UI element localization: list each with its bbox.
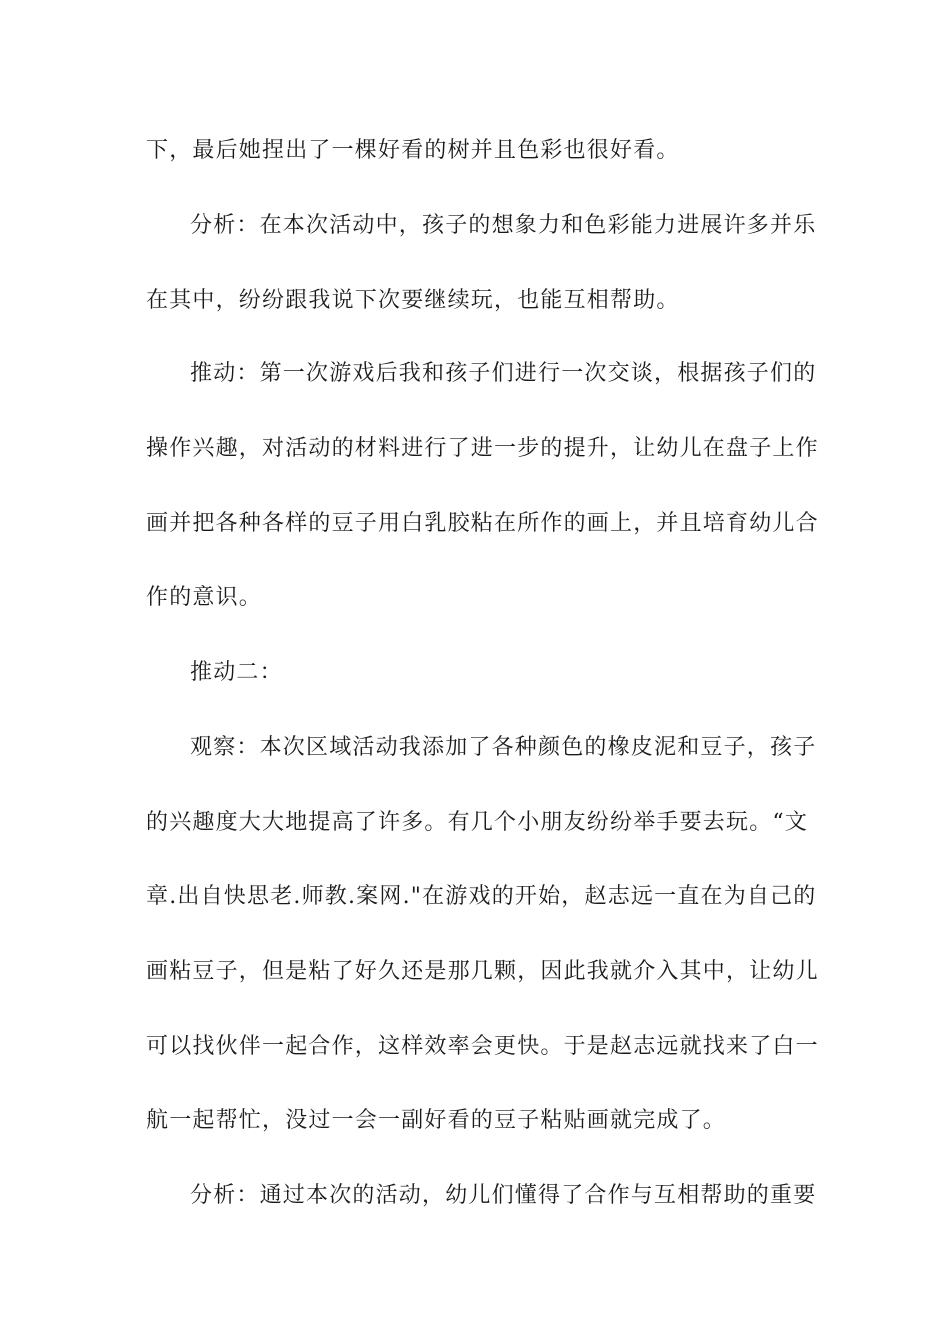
text-line: 推动：第一次游戏后我和孩子们进行一次交谈，根据孩子们的 bbox=[190, 361, 817, 386]
text-line: 在其中，纷纷跟我说下次要继续玩，也能互相帮助。 bbox=[146, 288, 680, 313]
text-line: 分析：在本次活动中，孩子的想象力和色彩能力进展许多并乐 bbox=[190, 213, 817, 238]
text-line: 章.出自快思老.师教.案网."在游戏的开始，赵志远一直在为自己的 bbox=[146, 884, 817, 909]
text-line: 推动二： bbox=[190, 660, 283, 685]
text-line: 画并把各种各样的豆子用白乳胶粘在所作的画上，并且培育幼儿合 bbox=[146, 511, 819, 536]
text-line: 操作兴趣，对活动的材料进行了进一步的提升，让幼儿在盘子上作 bbox=[146, 436, 819, 461]
text-line: 可以找伙伴一起合作，这样效率会更快。于是赵志远就找来了白一 bbox=[146, 1034, 819, 1059]
text-line: 下，最后她捏出了一棵好看的树并且色彩也很好看。 bbox=[146, 138, 680, 163]
text-line: 分析：通过本次的活动，幼儿们懂得了合作与互相帮助的重要 bbox=[190, 1183, 817, 1208]
text-line: 观察：本次区域活动我添加了各种颜色的橡皮泥和豆子，孩子 bbox=[190, 735, 817, 760]
text-line: 的兴趣度大大地提高了许多。有几个小朋友纷纷举手要去玩。“文 bbox=[146, 810, 809, 835]
text-line: 航一起帮忙，没过一会一副好看的豆子粘贴画就完成了。 bbox=[146, 1108, 727, 1133]
text-line: 画粘豆子，但是粘了好久还是那几颗，因此我就介入其中，让幼儿 bbox=[146, 959, 819, 984]
text-line: 作的意识。 bbox=[146, 585, 263, 610]
